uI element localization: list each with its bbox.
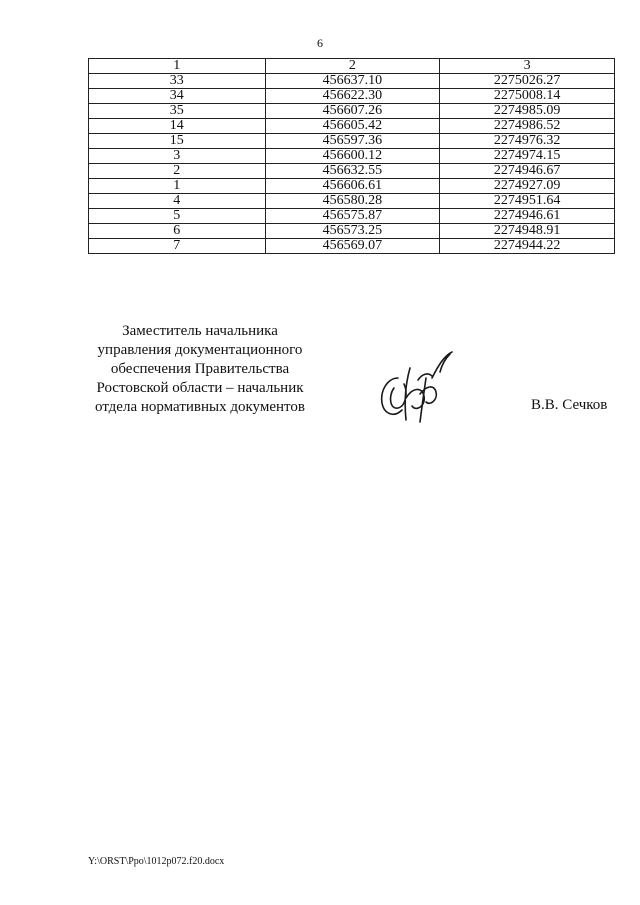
signatory-title-line: Ростовской области – начальник	[96, 380, 304, 396]
y-coordinate-cell: 2274951.64	[440, 194, 615, 209]
point-number-cell: 3	[89, 149, 266, 164]
x-coordinate-cell: 456632.55	[265, 164, 440, 179]
x-coordinate-cell: 456637.10	[265, 74, 440, 89]
table-row	[89, 209, 615, 224]
signer-name: В.В. Сечков	[531, 397, 608, 413]
table-row	[89, 239, 615, 254]
point-number-cell: 35	[89, 104, 266, 119]
point-number-cell: 7	[89, 239, 266, 254]
document-file-path: Y:\ORST\Ppo\1012p072.f20.docx	[88, 856, 225, 867]
x-coordinate-cell: 456606.61	[265, 179, 440, 194]
point-number-cell: 2	[89, 164, 266, 179]
y-coordinate-cell: 2274986.52	[440, 119, 615, 134]
handwritten-signature	[370, 348, 460, 428]
point-number-cell: 14	[89, 119, 266, 134]
x-coordinate-cell: 456569.07	[265, 239, 440, 254]
y-coordinate-cell: 2274944.22	[440, 239, 615, 254]
y-coordinate-cell: 2274927.09	[440, 179, 615, 194]
table-row	[89, 194, 615, 209]
table-row	[89, 164, 615, 179]
table-row	[89, 134, 615, 149]
column-header: 2	[265, 59, 440, 74]
table-row	[89, 89, 615, 104]
point-number-cell: 6	[89, 224, 266, 239]
y-coordinate-cell: 2274985.09	[440, 104, 615, 119]
y-coordinate-cell: 2274976.32	[440, 134, 615, 149]
signatory-title-line: отдела нормативных документов	[95, 399, 305, 415]
point-number-cell: 5	[89, 209, 266, 224]
column-header: 3	[440, 59, 615, 74]
signatory-title-line: Заместитель начальника	[122, 323, 278, 339]
page-number: 6	[317, 36, 323, 50]
signatory-title-line: управления документационного	[97, 342, 303, 358]
y-coordinate-cell: 2275008.14	[440, 89, 615, 104]
table-row	[89, 224, 615, 239]
y-coordinate-cell: 2274946.61	[440, 209, 615, 224]
x-coordinate-cell: 456573.25	[265, 224, 440, 239]
table-row	[89, 149, 615, 164]
y-coordinate-cell: 2274948.91	[440, 224, 615, 239]
point-number-cell: 33	[89, 74, 266, 89]
signatory-title	[80, 322, 320, 417]
point-number-cell: 4	[89, 194, 266, 209]
y-coordinate-cell: 2274974.15	[440, 149, 615, 164]
table-row	[89, 179, 615, 194]
x-coordinate-cell: 456600.12	[265, 149, 440, 164]
table-header-row	[89, 59, 615, 74]
point-number-cell: 34	[89, 89, 266, 104]
point-number-cell: 15	[89, 134, 266, 149]
x-coordinate-cell: 456580.28	[265, 194, 440, 209]
point-number-cell: 1	[89, 179, 266, 194]
signatory-title-line: обеспечения Правительства	[110, 361, 290, 377]
column-header: 1	[89, 59, 266, 74]
x-coordinate-cell: 456622.30	[265, 89, 440, 104]
x-coordinate-cell: 456605.42	[265, 119, 440, 134]
table-row	[89, 119, 615, 134]
table-row	[89, 104, 615, 119]
table-row	[89, 74, 615, 89]
x-coordinate-cell: 456607.26	[265, 104, 440, 119]
coordinates-table	[88, 58, 615, 254]
y-coordinate-cell: 2274946.67	[440, 164, 615, 179]
x-coordinate-cell: 456575.87	[265, 209, 440, 224]
x-coordinate-cell: 456597.36	[265, 134, 440, 149]
y-coordinate-cell: 2275026.27	[440, 74, 615, 89]
